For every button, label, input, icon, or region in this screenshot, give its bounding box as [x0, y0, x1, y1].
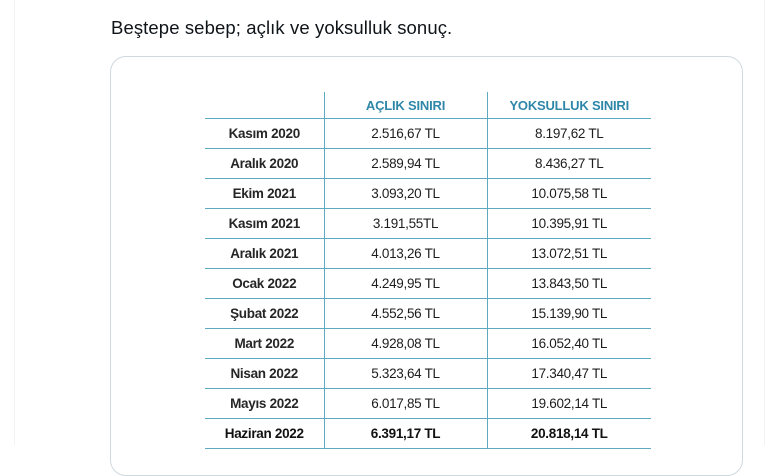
row-poverty-value: 8.197,62 TL: [487, 119, 651, 149]
table-row: [205, 119, 651, 149]
table-row: [205, 329, 651, 359]
row-month: Haziran 2022: [205, 419, 324, 449]
row-hunger-value: 4.552,56 TL: [324, 299, 487, 329]
row-month: Mart 2022: [205, 329, 324, 359]
row-month: Aralık 2021: [205, 239, 324, 269]
row-month: Ekim 2021: [205, 179, 324, 209]
row-poverty-value: 13.072,51 TL: [487, 239, 651, 269]
row-month: Ocak 2022: [205, 269, 324, 299]
row-hunger-value: 6.017,85 TL: [324, 389, 487, 419]
row-hunger-value: 4.013,26 TL: [324, 239, 487, 269]
table-row: [205, 179, 651, 209]
table-row-latest: [205, 419, 651, 449]
table-row: [205, 359, 651, 389]
row-month: Kasım 2021: [205, 209, 324, 239]
row-hunger-value: 4.928,08 TL: [324, 329, 487, 359]
table-row: [205, 389, 651, 419]
row-hunger-value: 2.589,94 TL: [324, 149, 487, 179]
row-poverty-value: 8.436,27 TL: [487, 149, 651, 179]
table-row: [205, 149, 651, 179]
header-month: [205, 92, 324, 119]
row-poverty-value: 20.818,14 TL: [487, 419, 651, 449]
table-row: [205, 209, 651, 239]
row-poverty-value: 13.843,50 TL: [487, 269, 651, 299]
row-hunger-value: 5.323,64 TL: [324, 359, 487, 389]
row-month: Nisan 2022: [205, 359, 324, 389]
tweet-text: Beştepe sebep; açlık ve yoksulluk sonuç.: [111, 17, 453, 38]
row-month: Aralık 2020: [205, 149, 324, 179]
price-table-image: [205, 92, 651, 449]
table-row: [205, 239, 651, 269]
row-hunger-value: 4.249,95 TL: [324, 269, 487, 299]
table-row: [205, 299, 651, 329]
row-poverty-value: 17.340,47 TL: [487, 359, 651, 389]
header-hunger-line: AÇLIK SINIRI: [324, 92, 487, 119]
row-poverty-value: 10.075,58 TL: [487, 179, 651, 209]
row-hunger-value: 3.093,20 TL: [324, 179, 487, 209]
row-hunger-value: 6.391,17 TL: [324, 419, 487, 449]
tweet-media-image[interactable]: [110, 56, 743, 476]
row-poverty-value: 19.602,14 TL: [487, 389, 651, 419]
header-poverty-line: YOKSULLUK SINIRI: [487, 92, 651, 119]
poverty-hunger-table: [205, 92, 651, 449]
table-row: [205, 269, 651, 299]
row-poverty-value: 16.052,40 TL: [487, 329, 651, 359]
row-hunger-value: 2.516,67 TL: [324, 119, 487, 149]
row-month: Şubat 2022: [205, 299, 324, 329]
row-poverty-value: 15.139,90 TL: [487, 299, 651, 329]
table-header-row: [205, 92, 651, 119]
row-poverty-value: 10.395,91 TL: [487, 209, 651, 239]
row-hunger-value: 3.191,55TL: [324, 209, 487, 239]
row-month: Mayıs 2022: [205, 389, 324, 419]
row-month: Kasım 2020: [205, 119, 324, 149]
